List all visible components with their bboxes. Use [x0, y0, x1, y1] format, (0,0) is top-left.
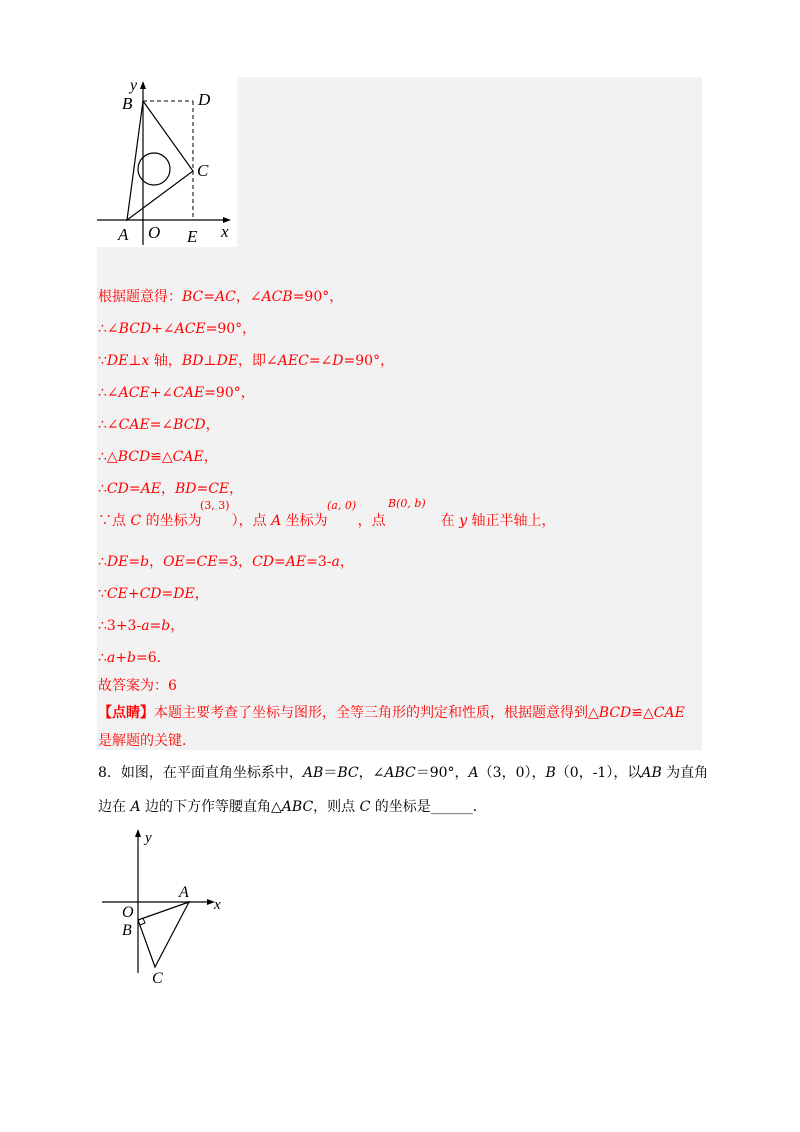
figure-2-diagram: [97, 825, 227, 990]
solution-line-4: ∴∠ACE+∠CAE=90°，: [98, 385, 255, 401]
fig2-label-b: B: [122, 922, 132, 939]
solution-line-8: ∵点 C 的坐标为 ），点 A 坐标为 ，点 在 y 轴正半轴上，: [98, 513, 556, 529]
question-8-line-2: 边在 A 边的下方作等腰直角△ABC，则点 C 的坐标是______．: [98, 799, 487, 815]
solution-comment: 【点睛】本题主要考查了坐标与图形，全等三角形的判定和性质，根据题意得到△BCD≌△CAE: [98, 705, 685, 721]
fig2-y-arrow: [135, 829, 141, 837]
fig1-label-o: O: [148, 223, 161, 242]
solution-formula-c-coord: (3, 3): [200, 499, 230, 512]
fig2-label-y: y: [145, 830, 152, 846]
fig1-label-x: x: [221, 222, 229, 241]
solution-formula-b-coord: B(0, b): [388, 497, 426, 510]
fig1-triangle-abc: [127, 101, 193, 220]
fig2-triangle-abc: [138, 902, 189, 967]
fig1-label-c: C: [197, 161, 209, 180]
figure-1: [97, 77, 237, 247]
solution-formula-a-coord: (a, 0): [327, 499, 357, 512]
fig1-label-d: D: [198, 90, 211, 109]
solution-line-6: ∴△BCD≌△CAE，: [98, 449, 218, 465]
solution-line-1: 根据题意得：BC=AC，∠ACB=90°，: [98, 289, 344, 305]
solution-line-9: ∴DE=b，OE=CE=3，CD=AE=3-a，: [98, 554, 354, 570]
solution-line-10: ∵CE+CD=DE，: [98, 586, 209, 602]
fig1-label-y: y: [130, 77, 138, 94]
solution-line-3: ∵DE⊥x 轴，BD⊥DE，即∠AEC=∠D=90°，: [98, 353, 395, 369]
fig1-y-arrow: [140, 81, 146, 89]
fig2-label-c: C: [152, 970, 163, 987]
fig1-label-a: A: [118, 225, 129, 244]
fig1-label-b: B: [122, 94, 133, 113]
solution-line-7: ∴CD=AE，BD=CE，: [98, 481, 244, 497]
solution-comment-end: 是解题的关键.: [98, 733, 187, 749]
solution-line-5: ∴∠CAE=∠BCD，: [98, 417, 220, 433]
solution-line-11: ∴3+3-a=b，: [98, 618, 185, 634]
solution-line-2: ∴∠BCD+∠ACE=90°，: [98, 321, 257, 337]
fig1-label-e: E: [187, 227, 198, 246]
fig2-label-a: A: [179, 884, 189, 901]
fig2-label-x: x: [214, 897, 221, 913]
fig2-label-o: O: [122, 904, 134, 921]
figure-2: [97, 825, 227, 990]
question-8-line-1: 8．如图，在平面直角坐标系中，AB＝BC，∠ABC＝90°，A（3，0），B（0，-1），以AB 为直角: [98, 765, 709, 781]
solution-line-12: ∴a+b=6．: [98, 650, 171, 666]
figure-1-diagram: [97, 77, 237, 247]
solution-answer: 故答案为：6: [98, 678, 177, 694]
